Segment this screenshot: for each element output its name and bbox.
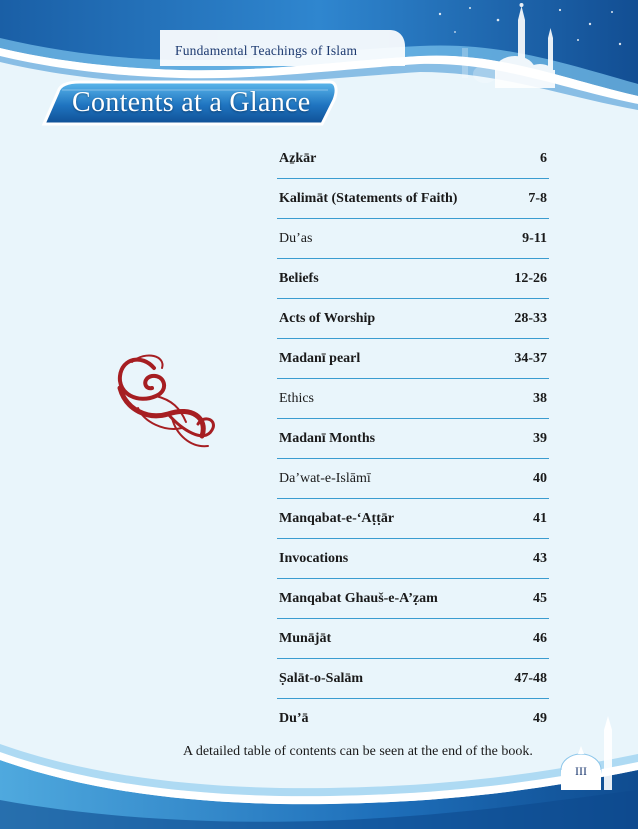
- toc-entry-page: 41: [533, 510, 547, 526]
- toc-entry[interactable]: [277, 539, 549, 579]
- calligraphy-ornament: [112, 348, 220, 454]
- toc-entry-label: Acts of Worship: [279, 310, 376, 326]
- page-title: Contents at a Glance: [72, 87, 311, 118]
- toc-entry-label: Munājāt: [279, 630, 332, 646]
- toc-entry-page: 28-33: [514, 310, 547, 326]
- toc-entry[interactable]: [277, 619, 549, 659]
- toc-entry[interactable]: [277, 579, 549, 619]
- toc-entry[interactable]: [277, 139, 549, 179]
- page-number: III: [575, 764, 587, 778]
- toc-entry[interactable]: [277, 379, 549, 419]
- toc-entry-label: Invocations: [279, 550, 349, 566]
- toc-entry[interactable]: [277, 179, 549, 219]
- toc-entry-page: 40: [533, 470, 547, 486]
- toc-entry-page: 12-26: [514, 270, 547, 286]
- toc-entry-label: Manqabat Ghauš-e-A’ẓam: [279, 590, 438, 606]
- toc-entry-label: Manqabat-e-‘Aṭṭār: [279, 510, 395, 526]
- toc-entry-page: 47-48: [514, 670, 547, 686]
- toc-entry-page: 7-8: [528, 190, 547, 206]
- toc-entry-label: Madanī Months: [279, 430, 376, 446]
- toc-entry-label: Du’ā: [279, 711, 309, 726]
- toc-entry[interactable]: [277, 299, 549, 339]
- toc-entry-page: 34-37: [514, 350, 547, 366]
- toc-entry-page: 39: [533, 430, 547, 446]
- toc-entry-label: Ṣalāt-o-Salām: [279, 670, 363, 686]
- toc-entry-label: Beliefs: [279, 270, 319, 286]
- toc-entry-label: Ethics: [279, 390, 314, 406]
- toc-entry-label: Aẕkār: [279, 150, 317, 166]
- toc-entry[interactable]: [277, 659, 549, 699]
- toc-entry[interactable]: [277, 259, 549, 299]
- table-of-contents: [277, 139, 549, 739]
- toc-entry-label: Da’wat-e-Islāmī: [279, 470, 371, 486]
- toc-entry-page: 38: [533, 390, 547, 406]
- toc-entry[interactable]: [277, 219, 549, 259]
- toc-entry-label: Du’as: [279, 230, 313, 246]
- toc-entry-page: 45: [533, 590, 547, 606]
- toc-entry-label: Madanī pearl: [279, 350, 361, 366]
- toc-entry[interactable]: [277, 419, 549, 459]
- footnote: A detailed table of contents can be seen at the end of the book.: [183, 744, 533, 759]
- toc-entry-page: 49: [533, 711, 547, 726]
- toc-entry[interactable]: [277, 499, 549, 539]
- toc-entry[interactable]: [277, 339, 549, 379]
- toc-entry-page: 43: [533, 550, 547, 566]
- toc-entry[interactable]: [277, 459, 549, 499]
- toc-entry-page: 46: [533, 630, 547, 646]
- running-header: Fundamental Teachings of Islam: [175, 43, 358, 58]
- toc-entry-label: Kalimāt (Statements of Faith): [279, 190, 458, 206]
- toc-entry-page: 6: [540, 150, 547, 166]
- toc-entry-page: 9-11: [522, 230, 547, 246]
- toc-entry[interactable]: [277, 699, 549, 739]
